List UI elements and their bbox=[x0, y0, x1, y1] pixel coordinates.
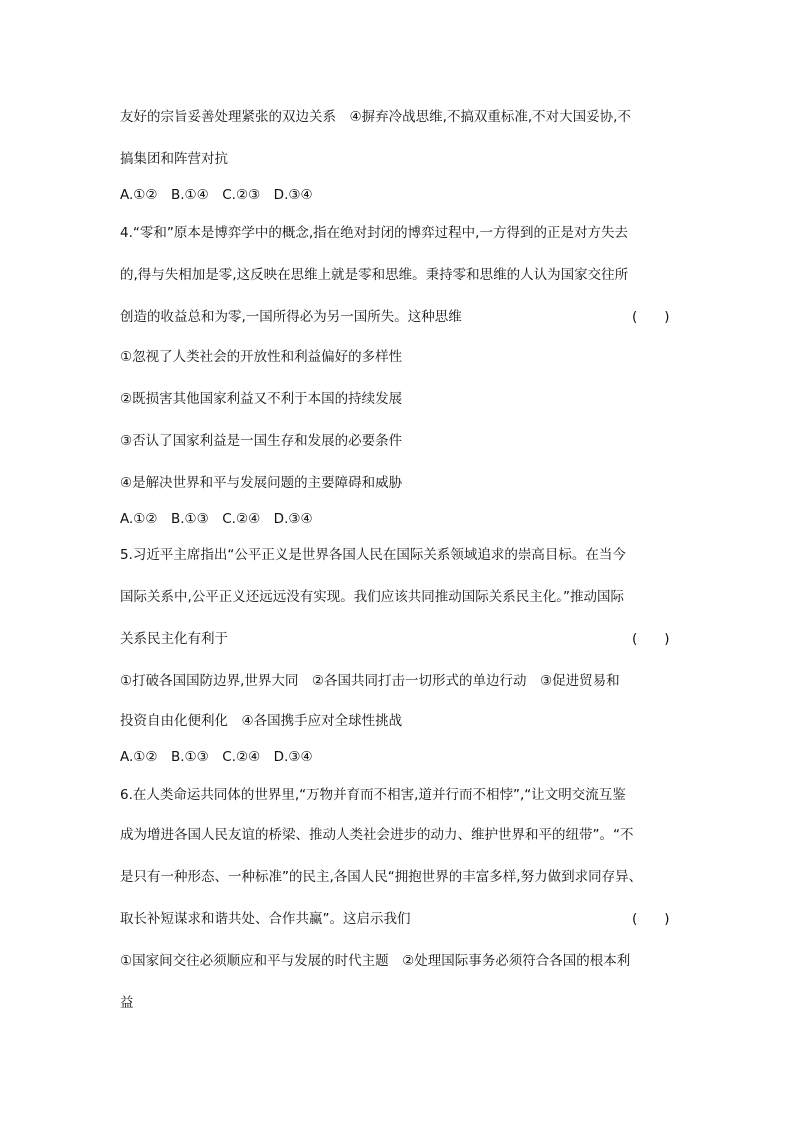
q5-options-line-2: 投资自由化便利化 ④各国携手应对全球性挑战 bbox=[120, 713, 403, 729]
q6-stem-line-4: 取长补短谋求和谐共处、合作共赢”。这启示我们 bbox=[120, 911, 411, 927]
q3-option-line-1: 友好的宗旨妥善处理紧张的双边关系 ④摒弃冷战思维,不搞双重标准,不对大国妥协,不 bbox=[120, 109, 631, 125]
q4-stem-line-2: 的,得与失相加是零,这反映在思维上就是零和思维。秉持零和思维的人认为国家交往所 bbox=[120, 267, 629, 283]
q4-stem-line-3: 创造的收益总和为零,一国所得必为另一国所失。这种思维 bbox=[120, 309, 462, 325]
q4-answer-blank: ( ) bbox=[632, 309, 670, 325]
q6-stem-line-2: 成为增进各国人民友谊的桥梁、推动人类社会进步的动力、维护世界和平的纽带”。“不 bbox=[120, 827, 634, 843]
q3-option-line-2: 搞集团和阵营对抗 bbox=[120, 151, 228, 167]
q6-answer-blank: ( ) bbox=[632, 911, 670, 927]
q4-stem-line-1: 4.“零和”原本是博弈学中的概念,指在绝对封闭的博弈过程中,一方得到的正是对方失去 bbox=[120, 225, 628, 241]
q4-option-2: ②既损害其他国家利益又不利于本国的持续发展 bbox=[120, 391, 403, 407]
q4-option-3: ③否认了国家利益是一国生存和发展的必要条件 bbox=[120, 433, 403, 449]
q5-answer-choices: A.①② B.①③ C.②④ D.③④ bbox=[120, 749, 313, 765]
q6-stem-line-1: 6.在人类命运共同体的世界里,“万物并育而不相害,道并行而不相悖”,“让文明交流互鉴 bbox=[120, 787, 626, 803]
q3-answer-choices: A.①② B.①④ C.②③ D.③④ bbox=[120, 187, 313, 203]
q6-stem-line-3: 是只有一种形态、一种标准”的民主,各国人民“拥抱世界的丰富多样,努力做到求同存异、 bbox=[120, 869, 643, 885]
q5-answer-blank: ( ) bbox=[632, 631, 670, 647]
q5-stem-line-2: 国际关系中,公平正义还远远没有实现。我们应该共同推动国际关系民主化。”推动国际 bbox=[120, 589, 625, 605]
q5-stem-line-1: 5.习近平主席指出“公平正义是世界各国人民在国际关系领域追求的崇高目标。在当今 bbox=[120, 547, 626, 563]
q5-stem-line-3: 关系民主化有利于 bbox=[120, 631, 228, 647]
q4-option-4: ④是解决世界和平与发展问题的主要障碍和威胁 bbox=[120, 475, 403, 491]
q5-options-line-1: ①打破各国国防边界,世界大同 ②各国共同打击一切形式的单边行动 ③促进贸易和 bbox=[120, 673, 620, 689]
q6-options-line-2: 益 bbox=[120, 995, 134, 1011]
q4-answer-choices: A.①② B.①③ C.②④ D.③④ bbox=[120, 511, 313, 527]
q4-option-1: ①忽视了人类社会的开放性和利益偏好的多样性 bbox=[120, 349, 403, 365]
q6-options-line-1: ①国家间交往必须顺应和平与发展的时代主题 ②处理国际事务必须符合各国的根本利 bbox=[120, 953, 631, 969]
